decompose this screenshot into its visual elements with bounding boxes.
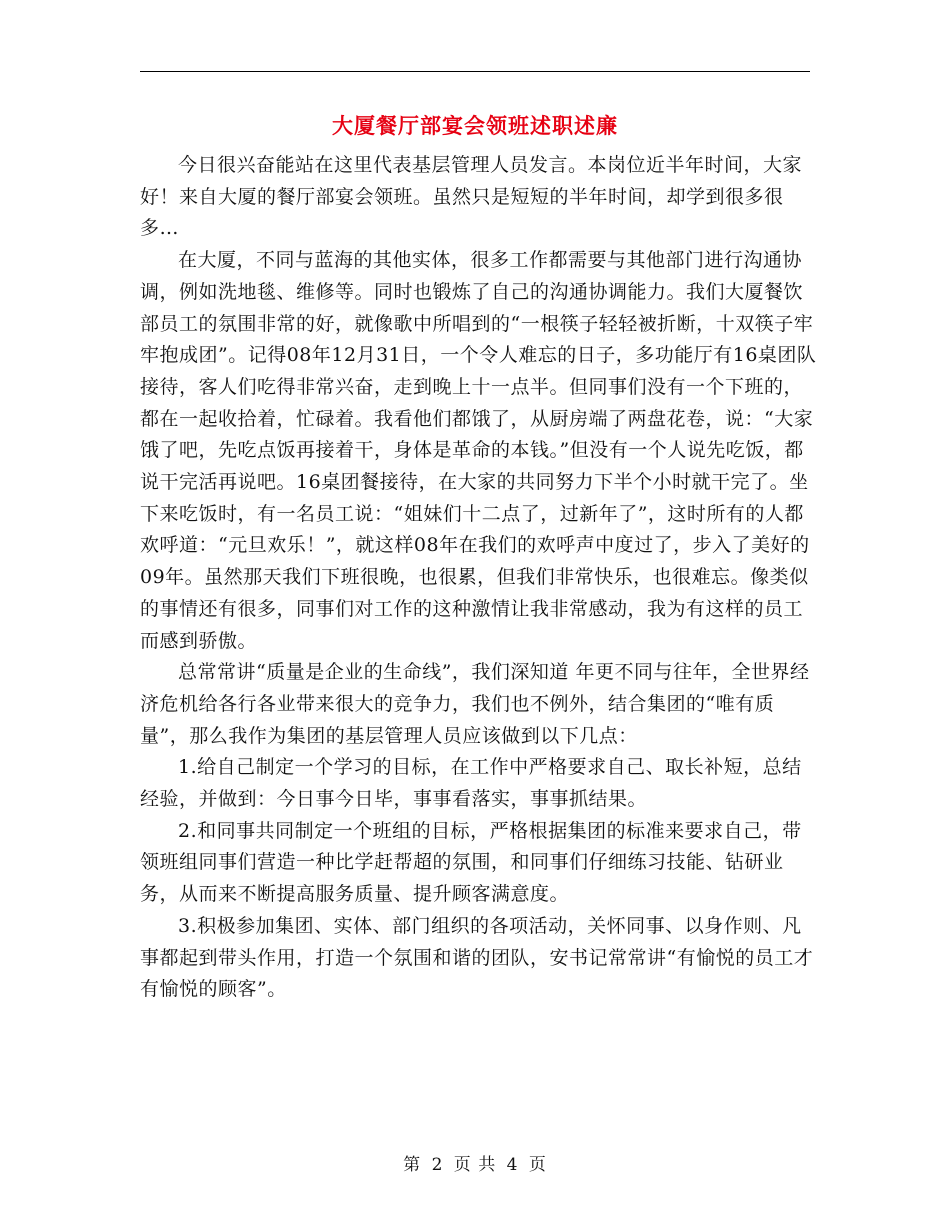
paragraph-point-2: 2.和同事共同制定一个班组的目标，严格根据集团的标准来要求自己，带领班组同事们营造一种比学赶帮超的氛围，和同事们仔细练习技能、钻研业务，从而来不断提高服务质量、提升顾客满意度。 [140, 819, 802, 906]
document-title: 大厦餐厅部宴会领班述职述廉 [332, 113, 618, 138]
paragraph-story: 在大厦，不同与蓝海的其他实体，很多工作都需要与其他部门进行沟通协调，例如洗地毯、维修等。同时也锻炼了自己的沟通协调能力。我们大厦餐饮部员工的氛围非常的好，就像歌中所唱到的“一根筷子轻轻被折断，十双筷子牢牢抱成团”。记得08年12月31日，一个令人难忘的日子，多功能厅有16桌团队接待，客人们吃得非常兴奋，走到晚上十一点半。但同事们没有一个下班的，都在一起收拾着，忙碌着。我看他们都饿了，从厨房端了两盘花卷，说：“大家饿了吧，先吃点饭再接着干，身体是革命的本钱。”但没有一个人说先吃饭，都说干完活再说吧。16桌团餐接待，在大家的共同努力下半个小时就干完了。坐下来吃饭时，有一名员工说：“姐妹们十二点了，过新年了”，这时所有的人都欢呼道：“元旦欢乐！”，就这样08年在我们的欢呼声中度过了，步入了美好的09年。虽然那天我们下班很晚，也很累，但我们非常快乐，也很难忘。像类似的事情还有很多，同事们对工作的这种激情让我非常感动，我为有这样的员工而感到骄傲。 [140, 249, 817, 652]
footer-page-number: 2 [431, 1155, 444, 1175]
footer-mid: 页 共 [453, 1155, 497, 1175]
page-footer [0, 1154, 950, 1176]
paragraph-point-1: 1.给自己制定一个学习的目标，在工作中严格要求自己、取长补短，总结经验，并做到：今日事今日毕，事事看落实，事事抓结果。 [140, 756, 802, 811]
document-body [140, 150, 820, 1006]
header-rule [140, 71, 810, 72]
footer-page-total: 4 [506, 1155, 519, 1175]
footer-prefix: 第 [403, 1155, 422, 1175]
footer-suffix: 页 [528, 1155, 547, 1175]
paragraph-point-3: 3.积极参加集团、实体、部门组织的各项活动，关怀同事、以身作则、凡事都起到带头作用，打造一个氛围和谐的团队，安书记常常讲“有愉悦的员工才有愉悦的顾客”。 [140, 914, 814, 1001]
paragraph-quality: 总常常讲“质量是企业的生命线”，我们深知道 年更不同与往年，全世界经济危机给各行各业带来很大的竞争力，我们也不例外，结合集团的“唯有质量”，那么我作为集团的基层管理人员应该做到以下几点： [140, 661, 810, 747]
paragraph-intro: 今日很兴奋能站在这里代表基层管理人员发言。本岗位近半年时间，大家好！来自大厦的餐厅部宴会领班。虽然只是短短的半年时间，却学到很多很多… [140, 154, 803, 240]
